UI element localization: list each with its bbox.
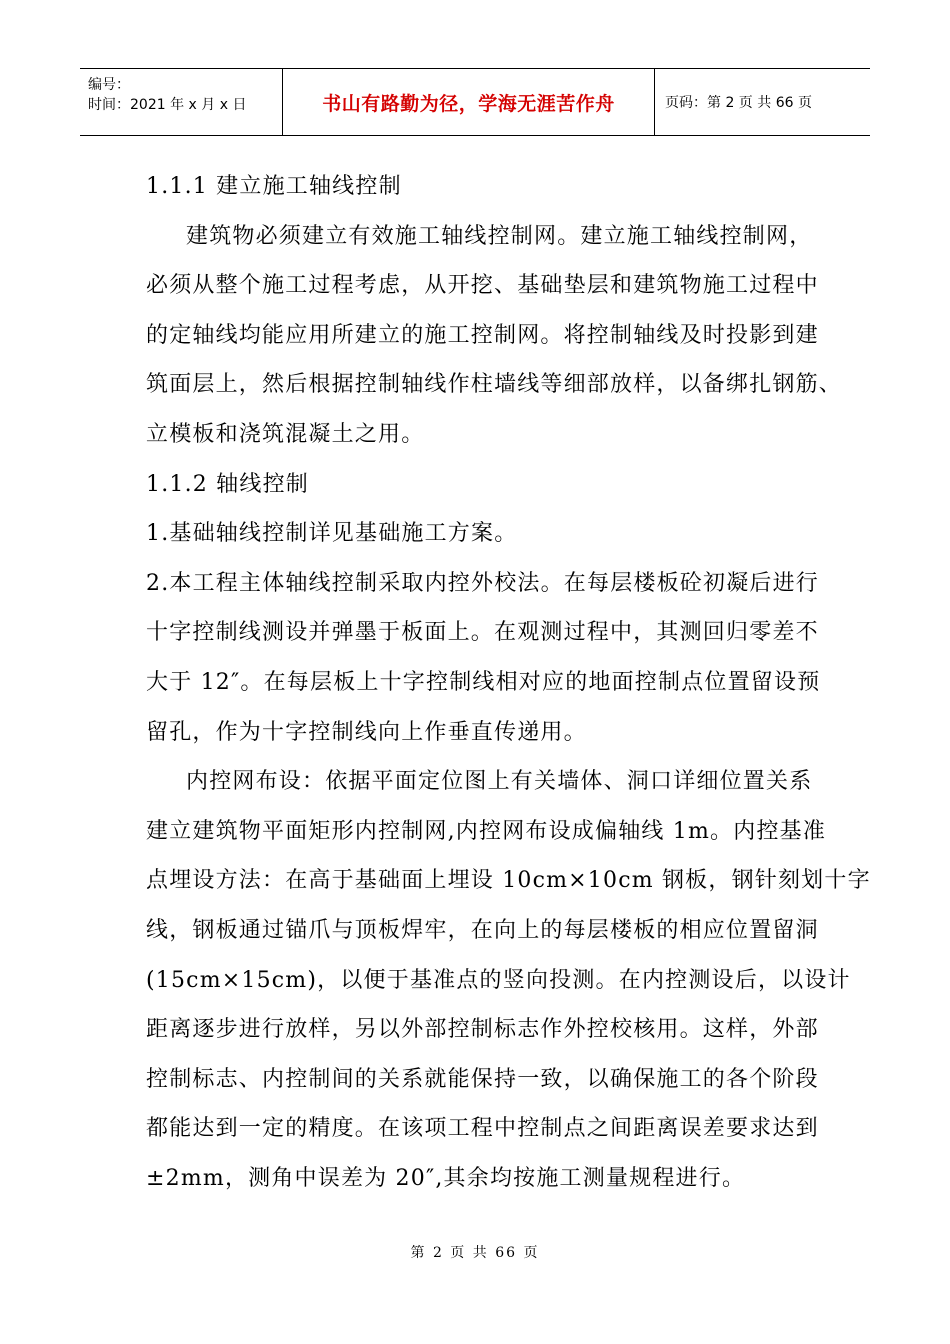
- document-body: [146, 162, 871, 1203]
- list-item: 2.本工程主体轴线控制采取内控外校法。在每层楼板砼初凝后进行: [146, 570, 819, 596]
- paragraph-line: 内控网布设：依据平面定位图上有关墙体、洞口详细位置关系: [186, 769, 813, 795]
- header-motto: 书山有路勤为径，学海无涯苦作舟: [322, 92, 615, 115]
- paragraph-line: 的定轴线均能应用所建立的施工控制网。将控制轴线及时投影到建: [146, 322, 819, 348]
- paragraph-line: 线，钢板通过锚爪与顶板焊牢，在向上的每层楼板的相应位置留洞: [146, 917, 819, 943]
- document-date: 时间：2021 年 x 月 x 日: [88, 97, 247, 113]
- paragraph-line: ±2mm，测角中误差为 20″,其余均按施工测量规程进行。: [146, 1165, 746, 1191]
- paragraph-line: 留孔，作为十字控制线向上作垂直传递用。: [146, 719, 587, 745]
- paragraph-line: 建立建筑物平面矩形内控制网,内控网布设成偏轴线 1m。内控基准: [146, 818, 827, 844]
- document-number: 编号：: [88, 77, 130, 93]
- page-footer: 第 2 页 共 66 页: [410, 1245, 540, 1261]
- section-heading-1-1-2: 1.1.2 轴线控制: [146, 471, 309, 497]
- page-header: [80, 68, 870, 136]
- header-page-number: 页码：第 2 页 共 66 页: [665, 95, 812, 111]
- paragraph-line: 十字控制线测设并弹墨于板面上。在观测过程中，其测回归零差不: [146, 620, 819, 646]
- paragraph-line: 立模板和浇筑混凝土之用。: [146, 421, 425, 447]
- paragraph-line: 距离逐步进行放样，另以外部控制标志作外控校核用。这样，外部: [146, 1017, 819, 1043]
- paragraph-line: 点埋设方法：在高于基础面上埋设 10cm×10cm 钢板，钢针刻划十字: [146, 868, 871, 894]
- list-item: 1.基础轴线控制详见基础施工方案。: [146, 521, 518, 547]
- paragraph-line: 大于 12″。在每层板上十字控制线相对应的地面控制点位置留设预: [146, 669, 821, 695]
- paragraph-line: 必须从整个施工过程考虑，从开挖、基础垫层和建筑物施工过程中: [146, 273, 819, 299]
- header-motto-cell: [283, 69, 655, 135]
- paragraph-line: 都能达到一定的精度。在该项工程中控制点之间距离误差要求达到: [146, 1116, 819, 1142]
- paragraph-line: 建筑物必须建立有效施工轴线控制网。建立施工轴线控制网，: [186, 223, 813, 249]
- paragraph-line: 筑面层上，然后根据控制轴线作柱墙线等细部放样，以备绑扎钢筋、: [146, 372, 843, 398]
- paragraph-line: 控制标志、内控制间的关系就能保持一致，以确保施工的各个阶段: [146, 1066, 819, 1092]
- section-heading-1-1-1: 1.1.1 建立施工轴线控制: [146, 174, 402, 199]
- paragraph-line: (15cm×15cm)，以便于基准点的竖向投测。在内控测设后，以设计: [146, 967, 851, 993]
- header-meta: [80, 69, 283, 135]
